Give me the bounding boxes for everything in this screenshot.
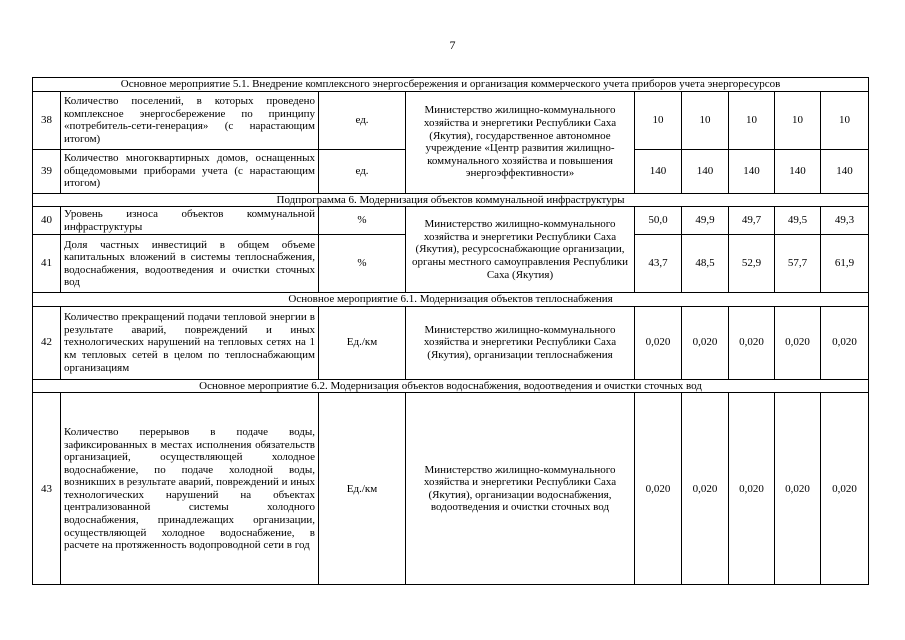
value-cell: 140 — [729, 149, 775, 193]
value-cell: 57,7 — [775, 235, 821, 293]
value-cell: 140 — [821, 149, 869, 193]
section-title: Основное мероприятие 5.1. Внедрение комплексного энергосбережения и организация коммерческого учета приборов учета энергоресурсов — [33, 78, 869, 92]
table-row-43 — [33, 393, 869, 585]
value-cell: 0,020 — [682, 306, 729, 379]
value-cell: 10 — [682, 91, 729, 149]
table-row-40 — [33, 207, 869, 235]
responsible-cell: Министерство жилищно-коммунального хозяйства и энергетики Республики Саха (Якутия), организации теплоснабжения — [406, 306, 635, 379]
unit-cell: ед. — [319, 149, 406, 193]
value-cell: 49,5 — [775, 207, 821, 235]
responsible-cell: Министерство жилищно-коммунального хозяйства и энергетики Республики Саха (Якутия), ресурсоснабжающие организации, органы местного самоуправления Республики Саха (Якутия) — [406, 207, 635, 293]
row-number: 39 — [33, 149, 61, 193]
unit-cell: % — [319, 235, 406, 293]
indicator-text: Количество перерывов в подаче воды, зафиксированных в местах исполнения обязательств организацией, осуществляющей холодное водоснабжение, по подаче холодной воды, возникших в результате аварий, повреждений и иных технологических нарушений на объектах централизованной системы холодного водоснабжения, принадлежащих организации, осуществляющей холодное водоснабжение, в расчете на протяженность водопроводной сети в год — [64, 425, 315, 552]
row-number: 42 — [33, 306, 61, 379]
value-cell: 10 — [635, 91, 682, 149]
section-title: Основное мероприятие 6.2. Модернизация объектов водоснабжения, водоотведения и очистки сточных вод — [33, 379, 869, 393]
table-row-38 — [33, 91, 869, 149]
value-cell: 0,020 — [775, 393, 821, 585]
section-row-6-2 — [33, 379, 869, 393]
subprogram-title: Подпрограмма 6. Модернизация объектов коммунальной инфраструктуры — [33, 193, 869, 207]
value-cell: 49,7 — [729, 207, 775, 235]
responsible-cell: Министерство жилищно-коммунального хозяйства и энергетики Республики Саха (Якутия), организации водоснабжения, водоотведения и очистки сточных вод — [406, 393, 635, 585]
value-cell: 43,7 — [635, 235, 682, 293]
value-cell: 61,9 — [821, 235, 869, 293]
value-cell: 140 — [775, 149, 821, 193]
value-cell: 48,5 — [682, 235, 729, 293]
value-cell: 50,0 — [635, 207, 682, 235]
value-cell: 52,9 — [729, 235, 775, 293]
indicator-cell — [61, 306, 319, 379]
value-cell: 0,020 — [682, 393, 729, 585]
value-cell: 49,3 — [821, 207, 869, 235]
unit-cell: Ед./км — [319, 306, 406, 379]
indicator-text: Доля частных инвестиций в общем объеме капитальных вложений в системы теплоснабжения, водоснабжения, водоотведения и очистки сточных вод — [64, 238, 315, 289]
value-cell: 0,020 — [821, 306, 869, 379]
value-cell: 140 — [682, 149, 729, 193]
indicator-text: Уровень износа объектов коммунальной инфраструктуры — [64, 208, 315, 233]
value-cell: 0,020 — [821, 393, 869, 585]
value-cell: 10 — [821, 91, 869, 149]
indicator-cell — [61, 149, 319, 193]
indicator-text: Количество прекращений подачи тепловой энергии в результате аварий, повреждений и иных технологических нарушений на тепловых сетях на 1 км тепловых сетей в целом по теплоснабжающим организациям — [64, 311, 315, 374]
value-cell: 0,020 — [635, 306, 682, 379]
table-row-42 — [33, 306, 869, 379]
section-row-6-1 — [33, 293, 869, 307]
value-cell: 10 — [729, 91, 775, 149]
row-number: 38 — [33, 91, 61, 149]
section-title: Основное мероприятие 6.1. Модернизация объектов теплоснабжения — [33, 293, 869, 307]
indicator-text: Количество многоквартирных домов, оснащенных общедомовыми приборами учета (с нарастающим итогом) — [64, 152, 315, 190]
row-number: 41 — [33, 235, 61, 293]
indicators-table — [32, 77, 869, 585]
responsible-cell: Министерство жилищно-коммунального хозяйства и энергетики Республики Саха (Якутия), государственное автономное учреждение «Центр развития жилищно-коммунального хозяйства и повышения энергоэффективности» — [406, 91, 635, 193]
value-cell: 0,020 — [635, 393, 682, 585]
value-cell: 0,020 — [775, 306, 821, 379]
indicator-cell — [61, 393, 319, 585]
indicator-cell — [61, 207, 319, 235]
indicator-text: Количество поселений, в которых проведено комплексное энергосбережение по принципу «потребитель-сети-генерация» (с нарастающим итогом) — [64, 94, 315, 145]
unit-cell: Ед./км — [319, 393, 406, 585]
row-number: 40 — [33, 207, 61, 235]
value-cell: 0,020 — [729, 306, 775, 379]
indicator-cell — [61, 235, 319, 293]
unit-cell: % — [319, 207, 406, 235]
indicator-cell — [61, 91, 319, 149]
value-cell: 0,020 — [729, 393, 775, 585]
page-number: 7 — [449, 38, 456, 52]
value-cell: 10 — [775, 91, 821, 149]
unit-cell: ед. — [319, 91, 406, 149]
subprogram-row-6 — [33, 193, 869, 207]
value-cell: 49,9 — [682, 207, 729, 235]
row-number: 43 — [33, 393, 61, 585]
section-row-5-1 — [33, 78, 869, 92]
value-cell: 140 — [635, 149, 682, 193]
